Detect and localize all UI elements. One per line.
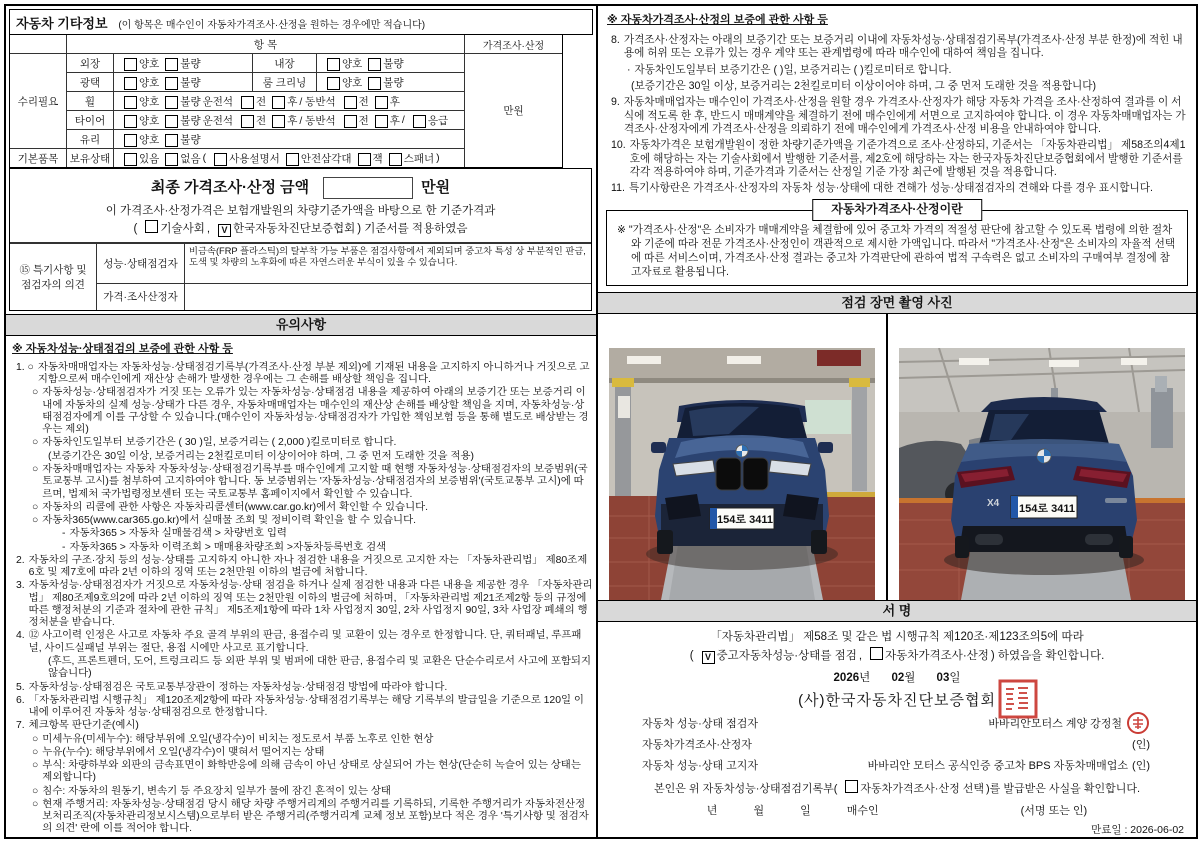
note-text: (보증기간은 30일 이상, 보증거리는 2천킬로미터 이상이어야 하며, 그 중 먼저 도래한 것을 적용합니다) [631, 79, 1097, 92]
signature-date-year: 2026 [833, 672, 860, 684]
notifier-name: 바바리안 모터스 공식인증 중고차 BPS 자동차매매업소 [867, 759, 1129, 772]
signature-date-year-label: 년 [859, 672, 871, 684]
note-text: 체크항목 판단기준(예시) [28, 720, 139, 732]
checkbox-label: 양호 [139, 133, 160, 146]
final-price-row [10, 169, 591, 204]
note-marker: 9. [611, 96, 620, 109]
checkbox-label: 사용설명서 [229, 152, 280, 165]
price-definition-title: 자동차가격조사·산정이란 [812, 199, 982, 221]
note-text: 자동차인도일부터 보증기간은 ( 30 )일, 보증거리는 ( 2,000 )킬로미터로 합니다. [42, 437, 397, 449]
note-marker: 10. [611, 139, 626, 152]
checkbox-양호[interactable] [124, 115, 137, 128]
note-marker: 3. [16, 580, 25, 592]
note-text: 자동차매매업자는 자동차성능·상태점검기록부(가격조사·산정 부분 제외)에 기재된 내용을 고지하지 아니하거나 거짓으로 고지함으로써 매수인에게 재산상 손해가 발생한 경우에는 그 손해를 배상할 책임을 집니다. [37, 361, 590, 386]
note-text: 자동차365 > 자동차 실매물검색 > 차량번호 입력 [69, 528, 287, 540]
inline-text: ) 기준서를 적용하였음 [357, 222, 468, 235]
price-guarantee-notes [598, 6, 1196, 202]
price-basis [10, 204, 591, 242]
checks-glass [113, 129, 464, 148]
checkbox-양호[interactable] [327, 77, 340, 90]
note-marker: ○ [32, 437, 39, 449]
association-row [608, 689, 1186, 710]
special-notes-table [10, 242, 591, 310]
caution-section-bar: 유의사항 [6, 314, 596, 336]
inline-text: 본인은 위 자동차성능·상태점검기록부( [653, 783, 838, 795]
checkbox-label: 양호 [342, 57, 363, 70]
signature-section [598, 622, 1196, 837]
final-price-unit: 만원 [421, 179, 451, 196]
note-text: 특기사항란은 가격조사·산정자의 자동차 성능·상태에 대한 견해가 성능·상태점검자의 견해와 다를 경우 표시합니다. [628, 182, 1153, 195]
note-item [605, 34, 1190, 61]
checks-wheel [113, 91, 464, 110]
checkbox-불량[interactable] [165, 77, 178, 90]
checkbox-label: 중고자동차성능·상태를 점검 [716, 650, 857, 662]
note-marker: ○ [32, 733, 39, 745]
price-guarantee-list [605, 34, 1190, 196]
photo-rear-image [899, 348, 1185, 600]
note-marker: 2. [16, 554, 25, 566]
inline-text: ( [689, 650, 694, 662]
inline-text: , [206, 222, 211, 235]
note-marker: 7. [16, 720, 25, 732]
checks-interior [316, 53, 464, 72]
other-info-section [9, 9, 593, 311]
note-item [10, 734, 593, 746]
checkbox-후[interactable] [272, 115, 285, 128]
inspector-name: 바바리안모터스 계양 강정철 [988, 717, 1122, 730]
signature-section-bar: 서 명 [598, 600, 1196, 622]
inspector-label: 자동차 성능·상태 점검자 [642, 717, 759, 730]
inline-text: / 동반석 [299, 114, 336, 127]
notifier-row [608, 756, 1186, 773]
note-text: 현재 주행거리: 자동차성능·상태점검 당시 해당 차량 주행거리계의 주행거리를 기록하되, 기록한 주행거리가 자동차전산정보처리조직(자동차관리정보시스템)으로부터 받은 주행거리(주행거리계 교체 정보 포함)보다 적은 경우 '특기사항 및 점검자의 의견' 란에 이를 적어야 합니다. [42, 798, 589, 835]
note-item [605, 139, 1190, 179]
note-item [605, 64, 1190, 77]
header-item-cell: 항 목 [66, 35, 464, 53]
final-price-label: 최종 가격조사·산정 금액 [150, 179, 310, 196]
signature-date-day: 03 [936, 672, 950, 684]
checkbox-불량[interactable] [165, 96, 178, 109]
header-empty-cell [10, 35, 66, 53]
final-price-input[interactable] [323, 177, 413, 199]
checkbox-후[interactable] [375, 115, 388, 128]
caution-notes-list [10, 362, 593, 836]
note-item [10, 437, 593, 449]
note-text: 침수: 자동차의 원동기, 변속기 등 주요장치 일부가 물에 잠긴 흔적이 있는 상태 [42, 785, 391, 797]
checkbox-전[interactable] [241, 96, 254, 109]
inline-text: , [858, 650, 863, 662]
note-text: 누유(누수): 해당부위에서 오일(냉각수)이 맺혀서 떨어지는 상태 [42, 746, 325, 758]
checkbox-전[interactable] [241, 115, 254, 128]
notifier-seal-placeholder: (인) [1132, 759, 1150, 772]
checkbox-불량[interactable] [368, 58, 381, 71]
note-marker: ○ [32, 501, 39, 513]
checkbox-양호[interactable] [327, 58, 340, 71]
left-column [6, 6, 598, 837]
checkbox-label: 있음 [139, 152, 160, 165]
checkbox-중고자동차성능·상태를 점검[interactable]: V [702, 651, 715, 664]
signature-date-month-label: 월 [904, 672, 916, 684]
rear-model-badge: X4 [987, 498, 1000, 509]
note-item [10, 695, 593, 720]
inspector-seal [1126, 711, 1150, 735]
checkbox-전[interactable] [344, 96, 357, 109]
checks-tire [113, 110, 464, 129]
note-item [10, 464, 593, 501]
row-label-tire: 타이어 [66, 110, 113, 129]
checkbox-label: 잭 [372, 152, 383, 165]
buyer-label: 매수인 [846, 805, 879, 817]
checkbox-label: 불량 [180, 76, 201, 89]
note-text: 부식: 차량하부와 외판의 금속표면이 화학반응에 의해 금속이 아닌 상태로 상실되어 가는 현상(단순히 녹슬어 있는 상태는 제외합니다) [42, 760, 581, 784]
note-item [10, 555, 593, 580]
inline-text: ) [436, 152, 440, 164]
appraiser-label: 자동차가격조사·산정자 [642, 738, 752, 751]
note-text: 자동차인도일부터 보증기간은 ( )일, 보증거리는 ( )킬로미터로 합니다. [634, 63, 952, 76]
checkbox-label: 없음 [180, 152, 201, 165]
price-summary-box [9, 168, 592, 311]
inline-text: / [401, 114, 405, 126]
price-guarantee-heading: ※ 자동차가격조사·산정의 보증에 관한 사항 등 [607, 14, 828, 26]
note-text: 자동차매매업자는 자동차 자동차성능·상태점검기록부를 매수인에게 고지할 때 현행 자동차성능·상태점검자의 보증범위(국토교통부 고시)를 첨부하여 고지하여야 합니다. 동 보증범위는 '자동차성능·상태점검자의 보증범위'(국토교통부 고시)에 따르며, 법제처 국가법령정보센터 또는 국토교통부 홈페이지에서 확인할 수 있습니다. [42, 464, 588, 500]
checkbox-label: 불량 [180, 95, 201, 108]
row-label-roomcleaning: 룸 크리닝 [252, 72, 316, 91]
note-text: 자동차가격은 보험개발원이 정한 차량기준가액을 기준가격으로 조사·산정하되, 기준서는 「자동차관리법」 제58조의4제1호에 해당하는 자는 기술사회에서 발행한 기준서를, 제2호에 해당하는 자는 한국자동차진단보증협회에서 발행한 기준서를 각각 적용하여야 하며, 기준가격과 기준서는 산정일 기준 가장 최근에 발행된 것을 적용합니다. [629, 139, 1186, 178]
inline-text: ( [133, 222, 138, 235]
checkbox-자동차가격조사·산정 선택[interactable] [845, 780, 858, 793]
note-marker: ○ [32, 515, 39, 527]
note-marker: ○ [32, 746, 39, 758]
checkbox-label: 한국자동차진단보증협회 [233, 222, 356, 235]
note-text: 자동차365(www.car365.go.kr)에서 실매물 조회 및 정비이력 확인을 할 수 있습니다. [42, 515, 416, 527]
caution-notes-heading: ※ 자동차성능·상태점검의 보증에 관한 사항 등 [12, 342, 233, 355]
other-info-title-note: (이 항목은 매수인이 자동차가격조사·산정을 원하는 경우에만 적습니다) [118, 20, 426, 31]
note-item [10, 542, 593, 554]
photo-rear-cell [888, 314, 1196, 600]
note-text: 자동차의 구조·장치 등의 성능·상태를 고지하지 아니한 자나 점검한 내용을 거짓으로 고지한 자는 「자동차관리법」 제80조제6호 및 제7호에 따라 2년 이하의 징역 또는 2천만원 이하의 벌금에 처합니다. [28, 554, 588, 579]
association-name: (사)한국자동차진단보증협회 [798, 689, 996, 710]
note-marker: 6. [16, 694, 25, 706]
checkbox-기술사회[interactable] [145, 220, 158, 233]
inline-text: ( [202, 152, 207, 164]
inspection-photos [598, 314, 1196, 600]
price-basis-line1: 이 가격조사·산정가격은 보험개발원의 차량기준가액을 바탕으로 한 기준가격과 [105, 205, 496, 218]
checkbox-label: 기술사회 [160, 222, 205, 235]
checkbox-잭[interactable] [358, 153, 371, 166]
buyer-year-label: 년 [706, 805, 718, 817]
buyer-month-label: 월 [753, 805, 765, 817]
row-label-glass: 유리 [66, 129, 113, 148]
note-item [10, 515, 593, 527]
checkbox-후[interactable] [375, 96, 388, 109]
checkbox-label: 후 [389, 95, 400, 108]
note-marker: - [62, 541, 66, 553]
checkbox-label: 후 [287, 95, 298, 108]
association-stamp [998, 679, 1038, 719]
signature-date [608, 669, 1186, 685]
price-definition-text: ※ "가격조사·산정"은 소비자가 매매계약을 체결함에 있어 중고차 가격의 적절성 판단에 참고할 수 있도록 법령에 의한 절차와 기준에 따라 전문 가격조사·산정인이 객관적으로 제시한 가액입니다. 따라서 "가격조사·산정"은 소비자의 자율적 선택에 따른 서비스이며, 가격조사·산정 결과는 중고차 가격판단에 관하여 법적 구속력은 없고 소비자의 구매여부 결정에 참고자료로 활용됩니다. [617, 224, 1176, 279]
buyer-sign-hint: (서명 또는 인) [1020, 805, 1088, 817]
appraiser-seal-placeholder: (인) [1132, 738, 1150, 751]
note-text: 미세누유(미세누수): 해당부위에 오일(냉각수)이 비치는 정도로서 부품 노후로 인한 현상 [42, 733, 434, 745]
note-text: ⑫ 사고이력 인정은 사고로 자동차 주요 골격 부위의 판금, 용접수리 및 교환이 있는 경우로 한정합니다. 단, 쿼터패널, 루프패널, 사이드실패널 부위는 절단, 용접 시에만 사고로 표기합니다. [28, 630, 582, 654]
expiry-date: 만료일 : 2026-06-02 [1091, 824, 1184, 836]
checkbox-있음[interactable] [124, 153, 137, 166]
inspection-record-page [4, 4, 1198, 839]
checkbox-label: 불량 [180, 114, 201, 127]
checkbox-label: 양호 [139, 76, 160, 89]
note-item [10, 451, 593, 463]
note-text: (후드, 프론트펜더, 도어, 트렁크리드 등 외판 부위 및 범퍼에 대한 판금, 용접수리 및 교환은 단순수리로서 사고에 포함되지 않습니다) [48, 655, 591, 680]
note-marker: ○ [32, 387, 39, 399]
note-item [10, 760, 593, 785]
note-marker: ○ [32, 760, 39, 772]
checkbox-자동차가격조사·산정[interactable] [870, 647, 883, 660]
inline-text: )를 발급받은 사실을 확인합니다. [986, 783, 1141, 795]
note-text: 자동차성능·상태점검자가 거짓으로 자동차성능·상태 점검을 하거나 실제 점검한 내용과 다른 내용을 제공한 경우 「자동차관리법」 제80조제9호의2에 따라 2년 이하의 징역 또는 2천만원 이하의 벌금에 처하며, 「자동차관리법 제21조제2항 등의 규정에 따른 행정처분의 기준과 절차에 관한 규칙」 제5조제1항에 따라 1차 사업정지 30일, 2차 사업정지 90일, 3차 사업장 폐쇄의 행정처분을 받습니다. [28, 580, 593, 629]
checkbox-label: 안전삼각대 [300, 152, 352, 165]
checkbox-전[interactable] [344, 115, 357, 128]
note-item [10, 747, 593, 759]
note-text: 자동차성능·상태점검은 국토교통부장관이 정하는 자동차성능·상태점검 방법에 따라야 합니다. [28, 681, 448, 693]
note-text: 자동차성능·상태점검자가 거짓 또는 오류가 있는 자동차성능·상태점검 내용을 제공하여 아래의 보증기간 또는 보증거리 이내에 자동차의 실제 성능·상태가 다른 경우, 자동차매매업자는 매수인의 재산상 손해를 배상할 책임을 지며, 자동차성능·상태점검자에게 이를 구상할 수 있습니다.(매수인이 자동차성능·상태점검자가 가입한 책임보험 등을 통해 별도로 배상받는 경우는 제외) [42, 387, 589, 436]
note-marker: 1. ○ [16, 361, 34, 373]
checks-polish [113, 72, 252, 91]
front-license-plate: 154로 3411 [717, 514, 773, 526]
checkbox-불량[interactable] [165, 134, 178, 147]
price-unit-cell: 만원 [464, 53, 562, 167]
note-marker: ○ [32, 785, 39, 797]
row-label-interior: 내장 [252, 53, 316, 72]
signature-date-month: 02 [891, 672, 905, 684]
repair-label-cell: 수리필요 [10, 53, 66, 148]
checkbox-응급[interactable] [413, 115, 426, 128]
note-marker: ○ [32, 464, 39, 475]
note-item [10, 682, 593, 694]
checkbox-label: 양호 [342, 76, 363, 89]
checkbox-양호[interactable] [124, 134, 137, 147]
row-label-wheel: 휠 [66, 91, 113, 110]
checkbox-label: 불량 [180, 133, 201, 146]
note-item [605, 182, 1190, 195]
checkbox-label: 불량 [383, 76, 404, 89]
checkbox-불량[interactable] [165, 115, 178, 128]
note-text: 자동차매매업자는 매수인이 가격조사·산정을 원할 경우 가격조사·산정자가 해당 자동차 가격을 조사·산정하여 결과를 이 서식에 적도록 한 후, 반드시 매매계약을 체결하기 전에 매수인에게 서면으로 고지하여야 합니다. 이 경우 자동차매매업자는 가격조사·산정자에게 가격조사·산정을 의뢰하기 전에 매수인에게 가격조사·산정 비용을 안내하여야 합니다. [623, 96, 1186, 135]
checkbox-label: 불량 [383, 57, 404, 70]
note-marker: 11. [611, 182, 625, 195]
appraiser-row [608, 735, 1186, 752]
note-marker: 8. [611, 33, 620, 46]
checkbox-label: 전 [358, 95, 369, 108]
checks-roomcleaning [316, 72, 464, 91]
inline-text: / 동반석 [299, 95, 336, 108]
checkbox-label: 불량 [180, 57, 201, 70]
checks-basic-items [113, 148, 464, 167]
header-price-cell: 가격조사·산정 [464, 35, 562, 53]
row-label-exterior: 외장 [66, 53, 113, 72]
inline-text: 운전석 [202, 95, 234, 108]
notifier-label: 자동차 성능·상태 고지자 [642, 759, 759, 772]
note-text: 자동차365 > 자동차 이력조회 > 매매용차량조회 >자동차등록번호 검색 [69, 541, 387, 553]
photo-front-cell [598, 314, 888, 600]
basic-items-sublabel: 보유상태 [66, 148, 113, 167]
signature-confirm-line [608, 646, 1186, 663]
rear-license-plate: 154로 3411 [1019, 503, 1075, 515]
note-item [10, 580, 593, 629]
checks-exterior [113, 53, 252, 72]
checkbox-label: 후 [389, 114, 400, 127]
note-item [10, 502, 593, 514]
note-text: (보증기간은 30일 이상, 보증거리는 2천킬로미터 이상이어야 하며, 그 중 먼저 도래한 것을 적용) [48, 450, 475, 462]
checkbox-label: 후 [287, 114, 298, 127]
special-inspector-text: 비금속(FRP 플라스틱)의 탈부착 가능 부품은 점검사항에서 제외되며 중고차 특성 상 부분적인 판금,도색 및 차량의 노후화에 따른 자연스러운 부식이 있을 수 있습니다. [184, 243, 591, 283]
note-item [605, 80, 1190, 93]
note-marker: ○ [32, 798, 39, 810]
note-marker: 4. [16, 630, 25, 642]
checkbox-label: 자동차가격조사·산정 [885, 650, 989, 662]
note-item [10, 528, 593, 540]
checkbox-한국자동차진단보증협회[interactable]: V [218, 224, 231, 237]
caution-notes [6, 336, 596, 837]
checkbox-label: 응급 [427, 114, 449, 127]
buyer-signature-row [608, 802, 1186, 818]
checkbox-양호[interactable] [124, 58, 137, 71]
note-item [10, 362, 593, 387]
note-marker: 5. [16, 681, 25, 693]
special-inspector-label: 성능·상태점검자 [96, 243, 184, 283]
photos-section-bar: 점검 장면 촬영 사진 [598, 292, 1196, 314]
other-info-table [9, 35, 563, 168]
inspector-row [608, 714, 1186, 731]
other-info-title-row [9, 9, 593, 35]
checkbox-사용설명서[interactable] [214, 153, 227, 166]
checkbox-label: 양호 [139, 114, 160, 127]
signature-law-line: 「자동차관리법」 제58조 및 같은 법 시행규칙 제120조·제123조의5에 따라 [710, 631, 1084, 643]
checkbox-불량[interactable] [368, 77, 381, 90]
checkbox-양호[interactable] [124, 96, 137, 109]
note-item [10, 630, 593, 655]
note-item [10, 799, 593, 836]
checkbox-label: 전 [358, 114, 369, 127]
signature-date-day-label: 일 [949, 672, 961, 684]
row-label-polish: 광택 [66, 72, 113, 91]
checkbox-후[interactable] [272, 96, 285, 109]
checkbox-불량[interactable] [165, 58, 178, 71]
price-definition-box [606, 202, 1188, 286]
note-marker: - [62, 528, 66, 540]
special-appraiser-text[interactable] [184, 283, 591, 310]
buyer-confirm-line [608, 779, 1186, 796]
inline-text: ) 하였음을 확인합니다. [990, 650, 1105, 662]
photo-front-image [609, 348, 875, 600]
checkbox-label: 스패너 [403, 152, 435, 165]
checkbox-양호[interactable] [124, 77, 137, 90]
checkbox-label: 전 [256, 114, 267, 127]
checkbox-label: 전 [256, 95, 267, 108]
note-item [10, 656, 593, 681]
inline-text: 운전석 [202, 114, 234, 127]
note-item [605, 96, 1190, 136]
price-basis-line2 [10, 219, 591, 237]
other-info-title: 자동차 기타정보 [16, 16, 108, 31]
checkbox-스패너[interactable] [389, 153, 402, 166]
buyer-day-label: 일 [800, 805, 811, 817]
note-text: 자동차의 리콜에 관한 사항은 자동차리콜센터(www.car.go.kr)에서 확인할 수 있습니다. [42, 501, 429, 513]
note-item [10, 786, 593, 798]
checkbox-없음[interactable] [165, 153, 178, 166]
basic-items-label: 기본품목 [10, 148, 66, 167]
note-text: 가격조사·산정자는 아래의 보증기간 또는 보증거리 이내에 자동차성능·상태점검기록부(가격조사·산정 부분 한정)에 적힌 내용에 허위 또는 오류가 있는 경우 계약 또는 관계법령에 따라 매수인에 대하여 책임을 집니다. [623, 33, 1183, 60]
note-marker: · [627, 63, 631, 76]
checkbox-label: 양호 [139, 95, 160, 108]
special-appraiser-label: 가격·조사산정자 [96, 283, 184, 310]
note-item [10, 387, 593, 436]
note-item [10, 720, 593, 732]
right-column [598, 6, 1196, 837]
checkbox-안전삼각대[interactable] [286, 153, 299, 166]
checkbox-label: 양호 [139, 57, 160, 70]
note-text: 「자동차관리법 시행규칙」 제120조제2항에 따라 자동차성능·상태점검기록부는 해당 기록부의 발급일을 기준으로 120일 이내에 이루어진 자동차 성능·상태점검으로 한정합니다. [28, 694, 584, 719]
special-notes-label: ⑮ 특기사항 및 점검자의 의견 [10, 243, 96, 310]
checkbox-label: 자동차가격조사·산정 선택 [860, 783, 985, 795]
